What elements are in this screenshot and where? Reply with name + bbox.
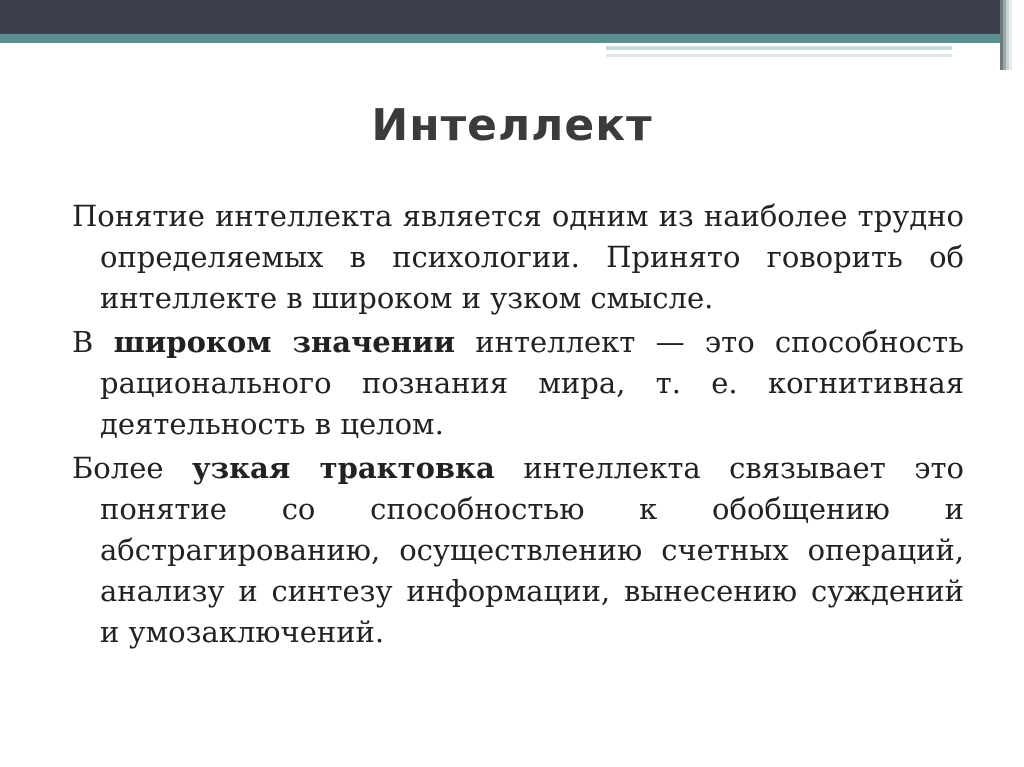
- term-narrow-meaning: узкая трактовка: [192, 451, 495, 485]
- paragraph-broad-text: интеллект — это способность рационального познания мира, т. е. когнитивная деятельность в целом.: [100, 325, 964, 441]
- paragraph-intro-text: Понятие интеллекта является одним из наиболее трудно определяемых в психологии. Принято говорить об интеллекте в широком и узком смысле.: [72, 199, 964, 315]
- header-accent-line-secondary: [606, 54, 952, 57]
- header-accent-line: [606, 46, 952, 50]
- paragraph-broad-meaning: [72, 322, 964, 445]
- header-dark-stripe: [0, 0, 1024, 34]
- paragraph-broad-lead: В: [72, 325, 114, 359]
- header-edge-decoration: [1000, 0, 1024, 70]
- header-teal-stripe: [0, 34, 1024, 43]
- term-broad-meaning: широком значении: [113, 325, 455, 359]
- paragraph-narrow-text: интеллекта связывает это понятие со способностью к обобщению и абстрагированию, осуществлению счетных операций, анализу и синтезу информации, вынесению суждений и умозаключений.: [100, 451, 964, 649]
- paragraph-narrow-lead: Более: [72, 451, 193, 485]
- paragraph-narrow-meaning: [72, 448, 964, 653]
- paragraph-intro: [72, 196, 964, 319]
- slide-title: Интеллект: [371, 100, 653, 151]
- slide-body: [72, 196, 964, 656]
